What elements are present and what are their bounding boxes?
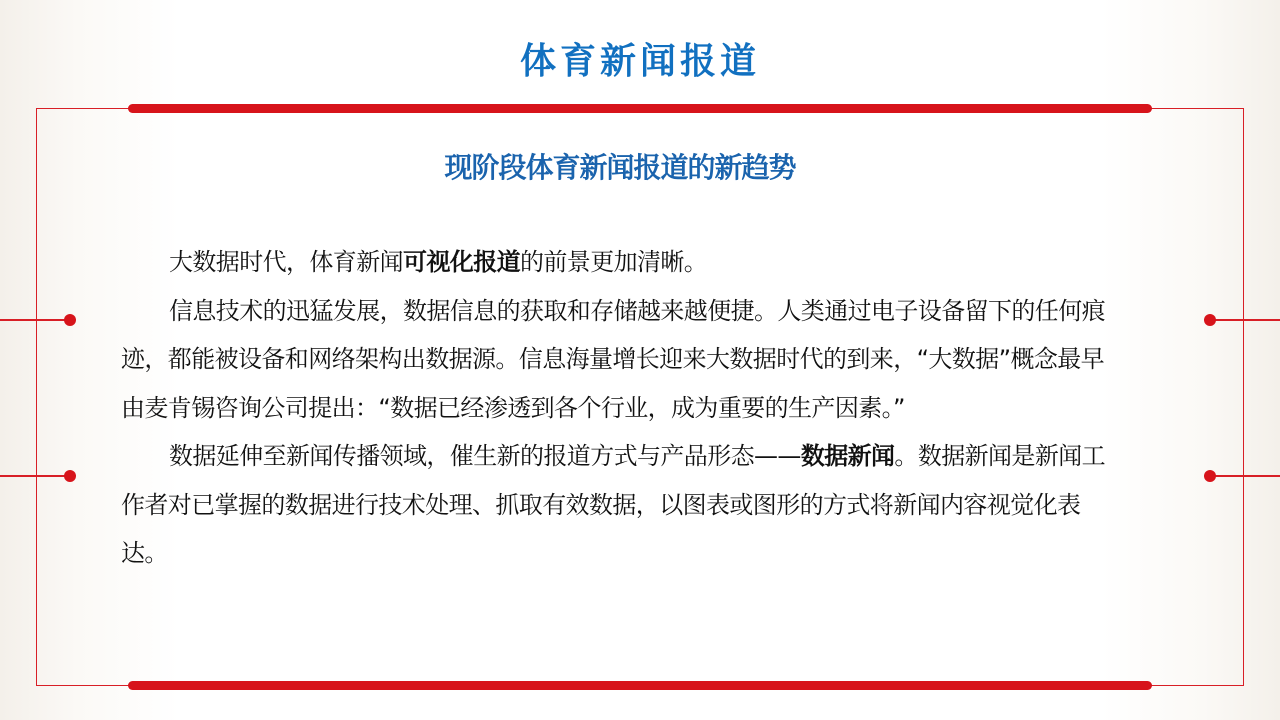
right-marker-dot-1 — [1204, 314, 1216, 326]
paragraph-3-emphasis: 数据新闻 — [800, 442, 895, 470]
right-connector-line-1 — [1210, 319, 1280, 321]
paragraph-2: 信息技术的迅猛发展，数据信息的获取和存储越来越便捷。人类通过电子设备留下的任何痕迹，都能被设备和网络架构出数据源。信息海量增长迎来大数据时代的到来，“大数据”概念最早由麦肯锡咨询公司提出：“数据已经渗透到各个行业，成为重要的生产因素。” — [121, 296, 1105, 422]
left-connector-line-1 — [0, 319, 70, 321]
paragraph-3-text-start: 数据延伸至新闻传播领域，催生新的报道方式与产品形态—— — [169, 442, 801, 470]
left-marker-dot-1 — [64, 314, 76, 326]
paragraph-3 — [121, 432, 1111, 578]
paragraph-3-text-end: 。数据新闻是新闻工作者对已掌握的数据进行技术处理、抓取有效数据，以图表或图形的方式将新闻内容视觉化表达。 — [121, 442, 1106, 567]
top-accent-bar — [128, 104, 1152, 113]
slide-title: 体育新闻报道 — [519, 41, 760, 82]
paragraph-1-emphasis: 可视化报道 — [403, 248, 520, 276]
right-marker-dot-2 — [1204, 470, 1216, 482]
left-marker-dot-2 — [64, 470, 76, 482]
right-connector-line-2 — [1210, 475, 1280, 477]
paragraph-1-text-start: 大数据时代，体育新闻 — [169, 248, 403, 276]
section-heading: 现阶段体育新闻报道的新趋势 — [444, 151, 796, 184]
bottom-accent-bar — [128, 681, 1152, 690]
paragraph-1-text-end: 的前景更加清晰。 — [520, 248, 708, 276]
left-connector-line-2 — [0, 475, 70, 477]
paragraph-1 — [121, 238, 1111, 287]
body-text — [121, 238, 1111, 578]
